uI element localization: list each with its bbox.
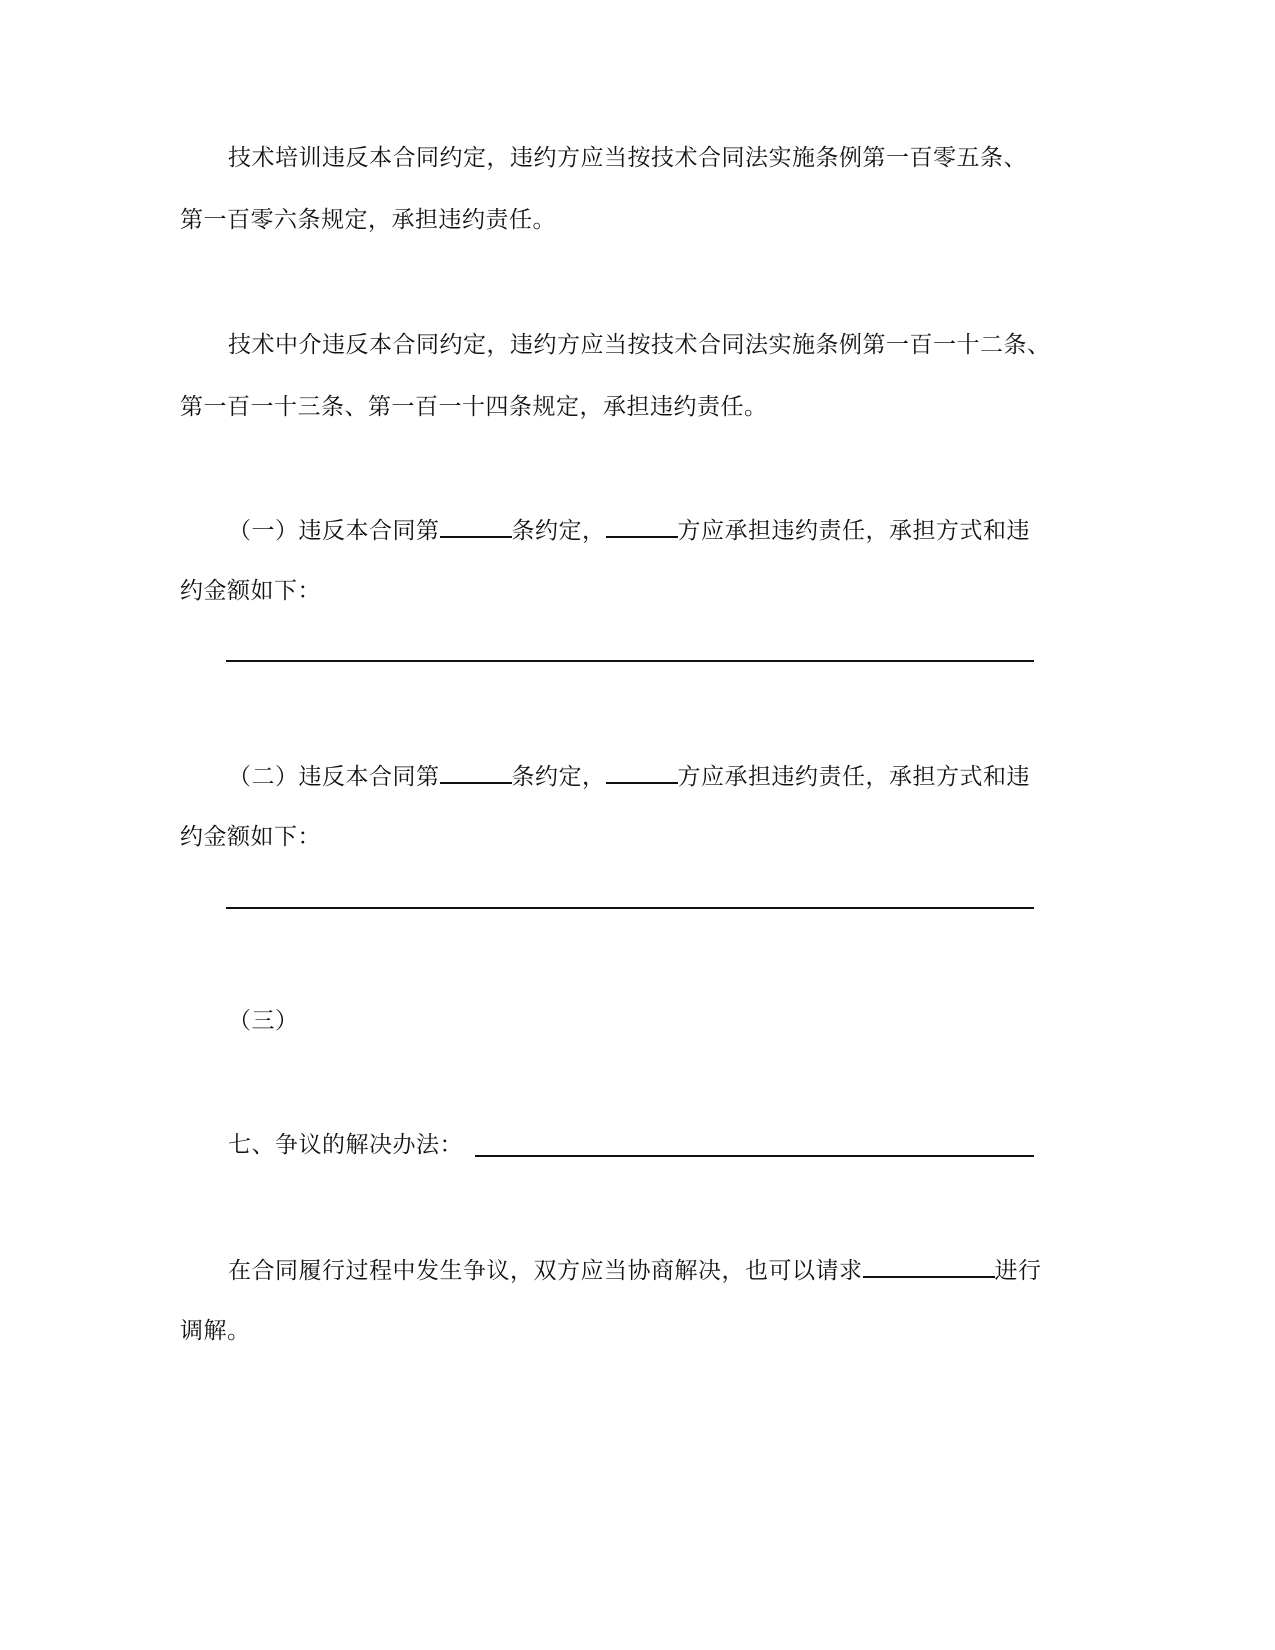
item-two-article-blank[interactable]	[440, 760, 512, 784]
item-one-party-blank[interactable]	[606, 514, 678, 538]
section-seven-heading: 七、争议的解决办法：	[228, 1132, 463, 1158]
item-three-label: （三）	[228, 1008, 299, 1034]
mediation-prefix: 在合同履行过程中发生争议，双方应当协商解决，也可以请求	[228, 1258, 863, 1284]
item-two-line1	[228, 760, 1030, 792]
item-one-article-blank[interactable]	[440, 514, 512, 538]
item-two-prefix: （二）违反本合同第	[228, 764, 440, 790]
item-two-fill-line[interactable]	[226, 907, 1034, 909]
item-one-prefix: （一）违反本合同第	[228, 518, 440, 544]
mediator-blank[interactable]	[863, 1254, 995, 1278]
item-two-mid2: 方应承担违约责任，承担方式和违	[677, 764, 1030, 790]
dispute-resolution-fill-line[interactable]	[475, 1155, 1034, 1157]
item-one-fill-line[interactable]	[226, 660, 1034, 662]
mediation-line1	[228, 1254, 1042, 1286]
paragraph-intermediary-line1: 技术中介违反本合同约定，违约方应当按技术合同法实施条例第一百一十二条、	[228, 332, 1051, 358]
mediation-line2: 调解。	[180, 1318, 251, 1344]
item-one-line2: 约金额如下：	[180, 578, 321, 604]
paragraph-training-line1: 技术培训违反本合同约定，违约方应当按技术合同法实施条例第一百零五条、	[228, 145, 1027, 171]
item-one-mid1: 条约定，	[511, 518, 606, 544]
mediation-suffix: 进行	[994, 1258, 1042, 1284]
item-two-line2: 约金额如下：	[180, 824, 321, 850]
item-one-line1	[228, 514, 1030, 546]
paragraph-intermediary-line2: 第一百一十三条、第一百一十四条规定，承担违约责任。	[180, 394, 768, 420]
item-two-mid1: 条约定，	[511, 764, 606, 790]
paragraph-training-line2: 第一百零六条规定，承担违约责任。	[180, 207, 556, 233]
item-one-mid2: 方应承担违约责任，承担方式和违	[677, 518, 1030, 544]
item-two-party-blank[interactable]	[606, 760, 678, 784]
